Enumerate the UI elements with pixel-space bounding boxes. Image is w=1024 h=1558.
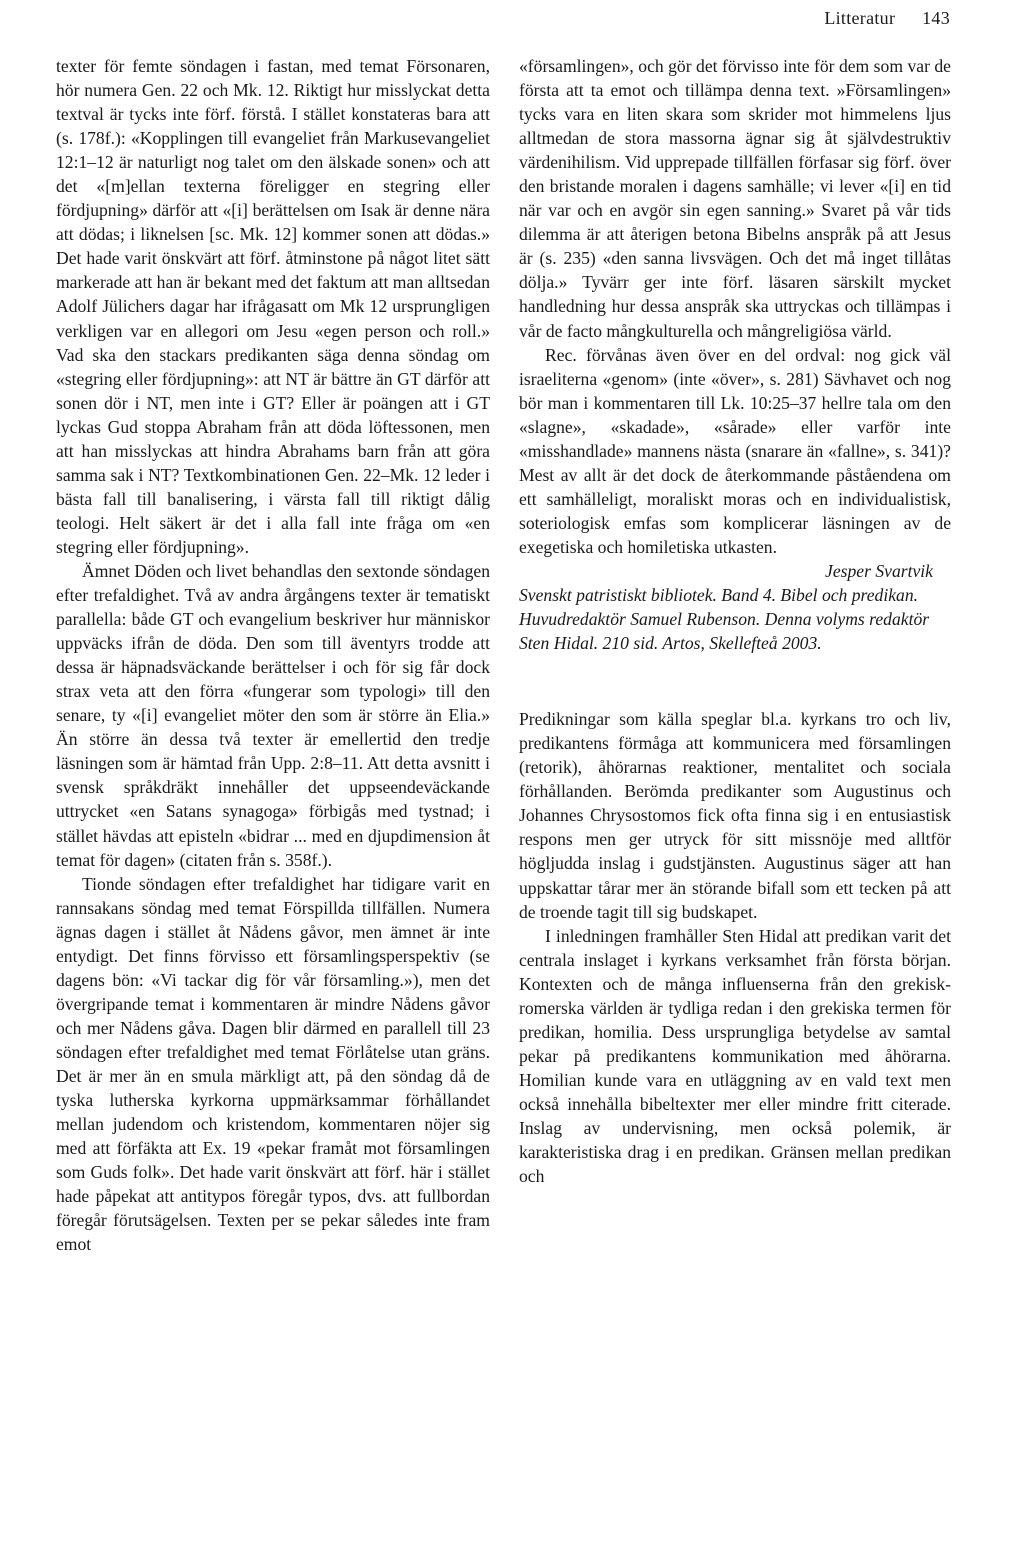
right-paragraph-1: «församlingen», och gör det förvisso inte för dem som var de första att ta emot och tillämpa denna text. »Församlingen» tycks vara en liten skara som skrider mot himmelens ljus alltmedan de stora massorna ägnar sig åt självdestruktiv värdenihilism. Vid upprepade tillfällen förfasar sig förf. över den bristande moralen i dagens samhälle; vi lever «[i] en tid när var och en avgör sin egen sanning.» Svaret på vår tids dilemma är att återigen betona Bibelns anspråk på att Jesus är (s. 235) «den sanna livsvägen. Och det må inget tillåtas dölja.» Tyvärr ger inte förf. läsaren särskilt mycket handledning hur dessa anspråk ska uttryckas och tillämpas i vår de facto mångkulturella och mångreligiösa värld. (519, 56, 951, 341)
left-column (56, 54, 490, 1256)
right-paragraph-2: Rec. förvånas även över en del ordval: nog gick väl israeliterna «genom» (inte «över», s. 281) Sävhavet och nog bör man i kommentaren till Lk. 10:25–37 hellre tala om den «slagne», «skadade», «sårade» eller varför inte «misshandlade» mannens nästa (snarare än «fallne», s. 341)? Mest av allt är det dock de återkommande påståendena om ett samhälleligt, moraliskt moras och en individualistisk, soteriologisk emfas som komplicerar läsningen av de exegetiska och homiletiska utkasten. (519, 344, 951, 557)
left-paragraph-1: texter för femte söndagen i fastan, med temat Försonaren, hör numera Gen. 22 och Mk. 12. Riktigt hur misslyckat detta textval är tycks inte förf. förstå. I stället konstateras bara att (s. 178f.): «Kopplingen till evangeliet från Markusevangeliet 12:1–12 är naturligt nog talet om den älskade sonen» och att det «[m]ellan texterna föreligger en stegring eller fördjupning» därför att «[i] berättelsen om Isak är denne nära att dödas; i liknelsen [sc. Mk. 12] kommer sonen att dödas.» Det hade varit önskvärt att förf. åtminstone på något litet sätt markerade att han är bekant med det faktum att man alltsedan Adolf Jülichers dagar har ifrågasatt om Mk 12 ursprungligen verkligen var en allegori om Jesu «egen person och roll.» Vad ska den stackars predikanten säga denna söndag om «stegring eller fördjupning»: att NT är bättre än GT därför att sonen dör i NT, men inte i GT? Eller är poängen att i GT lyckas Gud stoppa Abraham från att döda löftessonen, men att han misslyckas att hindra Abrahams barn från att göra samma sak i NT? Textkombinationen Gen. 22–Mk. 12 leder i bästa fall till banalisering, i värsta fall till riktigt dålig teologi. Helt säkert är det i alla fall inte fråga om «en stegring eller fördjupning». (56, 56, 490, 557)
right-column (519, 54, 951, 1188)
review-body (519, 707, 951, 1188)
book-reference: Svenskt patristiskt bibliotek. Band 4. Bibel och predikan. Huvudredaktör Samuel Rubenson. Denna volyms redaktör Sten Hidal. 210 sid. Artos, Skellefteå 2003. (519, 585, 930, 654)
reviewer-signature: Jesper Svartvik (825, 560, 933, 581)
page-number: 143 (922, 8, 950, 28)
left-paragraph-3: Tionde söndagen efter trefaldighet har tidigare varit en rannsakans söndag med temat Förspillda tillfällen. Numera ägnas dagen i stället åt Nådens gåvor, men ämnet är inte entydigt. Det finns förvisso ett församlingsperspektiv (se dagens bön: «Vi tackar dig för vår församling.»), men det övergripande temat i kommentaren är mindre Nådens gåvor och mer Nådens gåva. Dagen blir därmed en parallell till 23 söndagen efter trefaldighet med temat Förlåtelse utan gräns. Det är mer än en smula märkligt att, på den söndag då de tyska lutherska kyrkorna uppmärksammar förhållandet mellan judendom och kristendom, kommentaren nöjer sig med att förfäkta att Ex. 19 «pekar framåt mot församlingen som Guds folk». Det hade varit önskvärt att förf. här i stället hade påpekat att antitypos föregår typos, dvs. att fullbordan föregår förutsägelsen. Texten per se pekar således inte fram emot (56, 873, 490, 1255)
section-title: Litteratur (824, 8, 896, 28)
review-paragraph-2: I inledningen framhåller Sten Hidal att predikan varit det centrala inslaget i kyrkans verksamhet från första början. Kontexten och de många influenserna från den grekisk-romerska världen är tydliga redan i den grekiska termen för predikan, homilia. Dess ursprungliga betydelse av samtal pekar på predikantens kommunikation med åhörarna. Homilian kunde vara en utläggning av en vald text men också innehålla bibeltexter mer eller mindre fritt citerade. Inslag av undervisning, men också polemik, är karakteristiska drag i en predikan. Gränsen mellan predikan och (519, 925, 951, 1187)
left-paragraph-2: Ämnet Döden och livet behandlas den sextonde söndagen efter trefaldighet. Två av andra årgångens texter är tematiskt parallella: både GT och evangelium beskriver hur människor uppväcks ifrån de döda. Den som till äventyrs trodde att dessa är häpnadsväckande berättelser i och för sig får dock strax veta att den förra «fungerar som typologi» till den senare, ty «[i] evangeliet möter den som är större än Elia.» Än större än dessa två texter är emellertid den tredje läsningen som är hämtad från Upp. 2:8–11. Att detta avsnitt i svensk språkdräkt innehåller det uppseendeväckande uttrycket «en Satans synagoga» förbigås med tystnad; i stället hävdas att episteln «bidrar ... med en djupdimension åt temat för dagen» (citaten från s. 358f.). (56, 560, 490, 870)
review-paragraph-1: Predikningar som källa speglar bl.a. kyrkans tro och liv, predikantens förmåga att kommunicera med församlingen (retorik), åhörarnas reaktioner, mentalitet och sociala förhållanden. Berömda predikanter som Augustinus och Johannes Chrysostomos fick ofta finna sig i en entusiastisk respons men ger utryck för sitt missnöje med alltför högljudda inslag i gudstjänsten. Augustinus säger att han uppskattar tårar mer än störande bifall som ett tecken på att de troende tagit till sig budskapet. (519, 709, 951, 922)
running-header (824, 8, 950, 29)
